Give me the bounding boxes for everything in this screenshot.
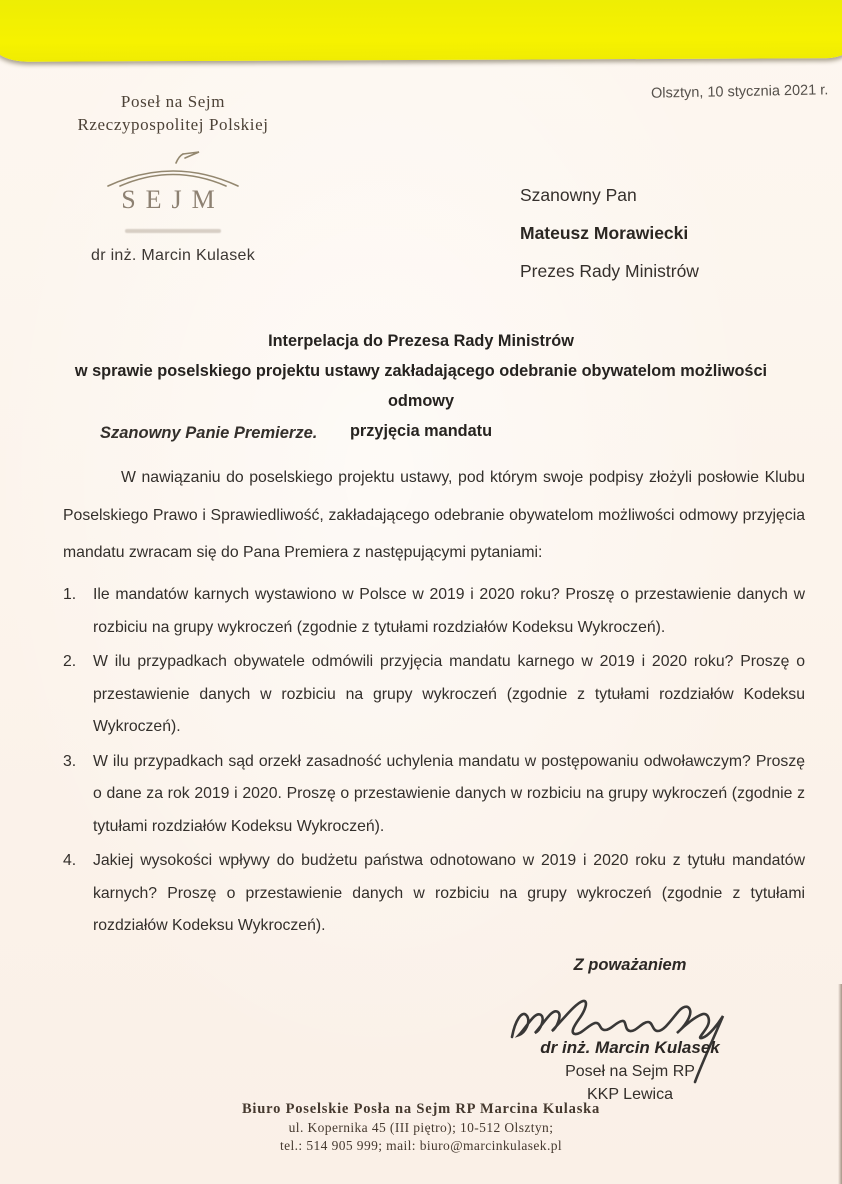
svg-text:SEJM: SEJM: [121, 185, 225, 214]
question-list: [63, 579, 805, 945]
recipient-title: Prezes Rady Ministrów: [520, 261, 699, 281]
question-text: Ile mandatów karnych wystawiono w Polsce w 2019 i 2020 roku? Proszę o przestawienie danych w rozbiciu na grupy wykroczeń (zgodnie z tytułami rozdziałów Kodeksu Wykroczeń).: [93, 586, 805, 636]
valediction: Z poważaniem: [573, 956, 687, 974]
question-number: 1.: [63, 586, 77, 603]
question-number: 2.: [63, 653, 77, 670]
footer-address: ul. Kopernika 45 (III piętro); 10-512 Olsztyn;: [288, 1120, 554, 1135]
footer-block: [0, 1100, 842, 1155]
question-row: [63, 845, 805, 943]
sender-title-line1: Poseł na Sejm: [120, 92, 226, 111]
sender-title-line2: Rzeczypospolitej Polskiej: [77, 115, 269, 134]
question-number: 3.: [63, 752, 77, 770]
question-text: W ilu przypadkach sąd orzekł zasadność uchylenia mandatu w postępowaniu odwoławczym? Proszę o dane za rok 2019 i 2020. Proszę o przestawienie danych w rozbiciu na grupy wykroczeń (zgodnie z tytułami rozdziałów Kodeksu Wykroczeń).: [93, 752, 805, 835]
closing-block: [480, 952, 780, 1112]
signer-party: KKP Lewica: [587, 1086, 673, 1103]
intro-paragraph: W nawiązaniu do poselskiego projektu ustawy, pod którym swoje podpisy złożyli posłowie Klubu Poselskiego Prawo i Sprawiedliwość, zakładającego odebranie obywatelom możliwości odmowy przyjęcia mandatu zwracam się do Pana Premiera z następującymi pytaniami:: [63, 469, 805, 561]
paper-edge-shadow: [838, 984, 842, 1184]
greeting: Szanowny Panie Premierze.: [100, 424, 318, 442]
recipient-salutation: Szanowny Pan: [520, 185, 637, 205]
sender-name: dr inż. Marcin Kulasek: [91, 247, 255, 264]
date-line: Olsztyn, 10 stycznia 2021 r.: [650, 82, 829, 102]
footer-office-name: Biuro Poselskie Posła na Sejm RP Marcina Kulaska: [241, 1101, 601, 1117]
question-number: 4.: [63, 852, 77, 869]
signer-title: Poseł na Sejm RP: [565, 1063, 695, 1080]
question-row: [63, 646, 805, 744]
recipient-name: Mateusz Morawiecki: [520, 223, 689, 243]
yellow-background-band: [0, 0, 842, 62]
recipient-block: [520, 185, 699, 299]
sender-block: [48, 90, 298, 265]
subject-line-3: przyjęcia mandatu: [349, 422, 493, 440]
subject-line-2: w sprawie poselskiego projektu ustawy zakładającego odebranie obywatelom możliwości odmowy: [74, 362, 768, 410]
question-row: [63, 746, 805, 844]
sejm-logo-subtext: [125, 229, 221, 233]
footer-contact: tel.: 514 905 999; mail: biuro@marcinkulasek.pl: [279, 1138, 563, 1153]
question-text: Jakiej wysokości wpływy do budżetu państwa odnotowano w 2019 i 2020 roku z tytułu mandatów karnych? Proszę o przestawienie danych w rozbiciu na grupy wykroczeń (zgodnie z tytułami rozdziałów Kodeksu Wykroczeń).: [93, 852, 805, 934]
signer-name: dr inż. Marcin Kulasek: [540, 1038, 720, 1057]
subject-line-1: Interpelacja do Prezesa Rady Ministrów: [268, 332, 574, 350]
question-row: [63, 579, 805, 644]
question-text: W ilu przypadkach obywatele odmówili przyjęcia mandatu karnego w 2019 i 2020 roku? Proszę o przestawienie danych w rozbiciu na grupy wykroczeń (zgodnie z tytułami rozdziałów Kodeksu Wykroczeń).: [93, 653, 805, 735]
sejm-logo-icon: [48, 150, 298, 233]
